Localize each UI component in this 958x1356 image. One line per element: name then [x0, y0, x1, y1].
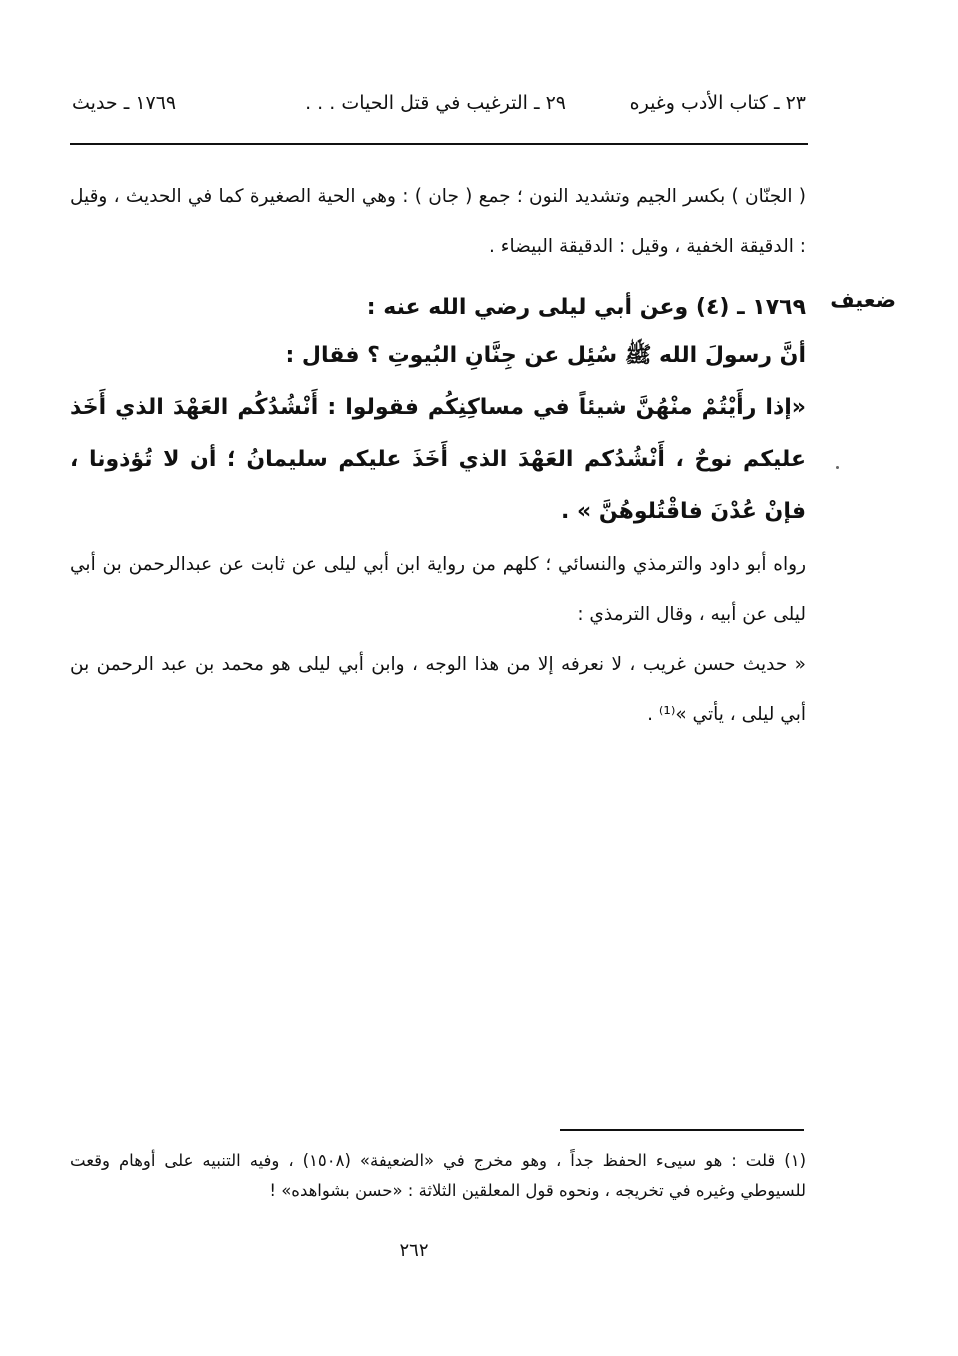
header-chapter: ٢٣ ـ كتاب الأدب وغيره — [629, 92, 806, 114]
hadith-text: «إذا رأَيْتُمْ منْهُنَّ شيئاً في مساكِنِكُم فقولوا : أَنْشُدُكُم العَهْدَ الذي أَخَذ عليكم نوحٌ ، أَنْشُدُكم العَهْدَ الذي أَخَذَ عليكم سليمانُ ؛ أن لا تُؤذونا ، فإنْ عُدْنَ فاقْتُلوهُنَّ » . — [70, 395, 806, 524]
footnote: (١) قلت : هو سيىء الحفظ جداً ، وهو مخرج في «الضعيفة» (١٥٠٨) ، وفيه التنبيه على أوهام وقعت للسيوطي وغيره في تخريجه ، ونحوه قول المعلقين الثلاثة : «حسن بشواهده» ! — [70, 1151, 806, 1200]
page-number: ٢٦٢ — [399, 1240, 429, 1261]
header-section: ٢٩ ـ الترغيب في قتل الحيات . . . — [305, 92, 566, 114]
header-divider — [70, 143, 808, 145]
tirmidhi-quote: « حديث حسن غريب ، لا نعرفه إلا من هذا الوجه ، وابن أبي ليلى هو محمد بن عبد الرحمن بن أبي ليلى ، يأتي »⁽¹⁾ . — [70, 654, 806, 725]
intro-paragraph: ( الجنّان ) بكسر الجيم وتشديد النون ؛ جمع ( جان ) : وهي الحية الصغيرة كما في الحديث ، وقيل : الدقيقة الخفية ، وقيل : الدقيقة البيضاء . — [70, 186, 806, 257]
running-header — [70, 92, 806, 126]
header-hadith-ref: ١٧٦٩ ـ حديث — [72, 92, 177, 114]
footnote-divider — [560, 1129, 804, 1131]
narration-paragraph: رواه أبو داود والترمذي والنسائي ؛ كلهم من رواية ابن أبي ليلى عن ثابت عن عبدالرحمن بن أبي ليلى عن أبيه ، وقال الترمذي : — [70, 554, 806, 625]
hadith-grade: ضعيف — [830, 288, 896, 312]
hadith-title: ١٧٦٩ ـ (٤) وعن أبي ليلى رضي الله عنه : — [366, 295, 806, 320]
margin-dot — [836, 466, 839, 469]
hadith-intro: أنَّ رسولَ الله ﷺ سُئِل عن جِنَّانِ البُيوتِ ؟ فقال : — [285, 343, 806, 368]
